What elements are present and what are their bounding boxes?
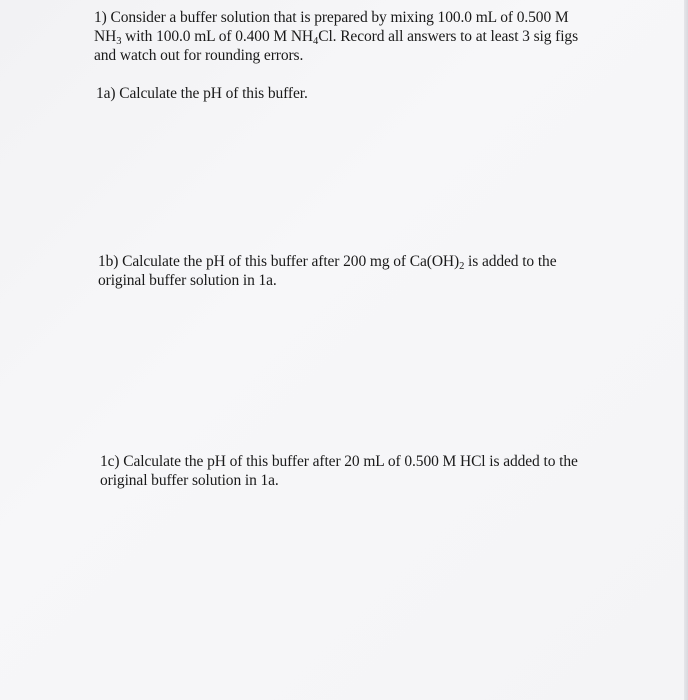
- intro-line-1: 1) Consider a buffer solution that is prepared by mixing 100.0 mL of 0.500 M: [94, 9, 569, 26]
- page-edge-shadow: [684, 0, 688, 700]
- question-1b-subscript: 2: [459, 260, 465, 272]
- intro-line-2-subscript-1: 3: [116, 35, 122, 47]
- intro-line-2: [94, 27, 654, 46]
- question-1b-line-1: [98, 252, 638, 271]
- intro-line-2-part-a: NH: [94, 28, 117, 45]
- question-1b-line-1-part-b: is added to the: [464, 253, 557, 270]
- intro-line-3: and watch out for rounding errors.: [94, 47, 304, 64]
- question-1b: [98, 252, 638, 290]
- question-1c: [100, 452, 640, 490]
- question-1a: [96, 84, 616, 103]
- question-1-intro: [94, 8, 654, 65]
- question-1b-line-1-part-a: 1b) Calculate the pH of this buffer after 200 mg of Ca(OH): [98, 253, 460, 270]
- intro-line-2-part-c: Cl. Record all answers to at least 3 sig figs: [318, 28, 579, 45]
- question-1b-line-2: original buffer solution in 1a.: [98, 272, 277, 289]
- question-1c-line-2: original buffer solution in 1a.: [100, 472, 279, 489]
- question-1a-line-1: 1a) Calculate the pH of this buffer.: [96, 85, 308, 102]
- intro-line-2-part-b: with 100.0 mL of 0.400 M NH: [121, 28, 314, 45]
- question-1c-line-1: 1c) Calculate the pH of this buffer after 20 mL of 0.500 M HCl is added to the: [100, 453, 578, 470]
- intro-line-2-subscript-2: 4: [313, 35, 319, 47]
